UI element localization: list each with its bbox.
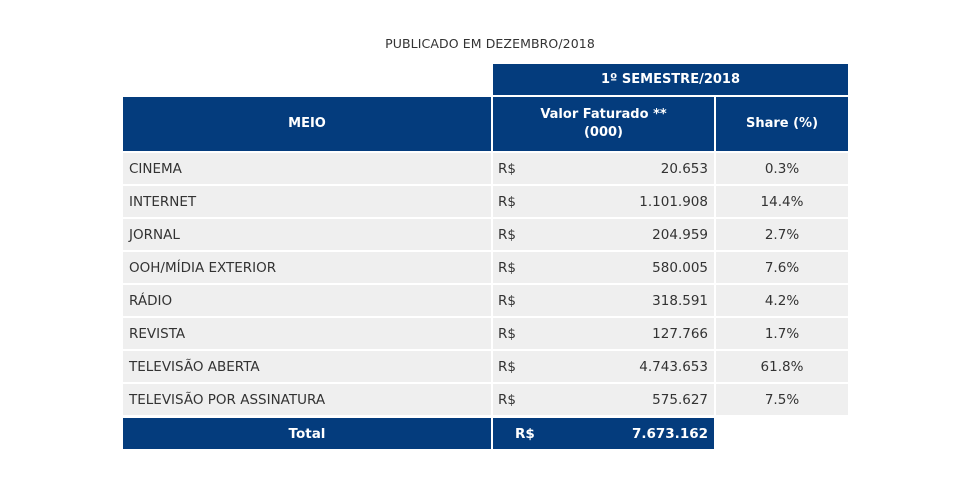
cell-valor-amount: 204.959 [652, 226, 708, 243]
cell-share: 1.7% [716, 318, 848, 349]
cell-valor-amount: 4.743.653 [639, 358, 708, 375]
table-row [123, 186, 848, 217]
cell-valor [493, 252, 714, 283]
table-body [123, 153, 848, 417]
cell-currency: R$ [498, 325, 516, 342]
cell-currency: R$ [498, 226, 516, 243]
cell-meio: TELEVISÃO ABERTA [123, 351, 491, 382]
cell-valor-amount: 575.627 [652, 391, 708, 408]
cell-meio: OOH/MÍDIA EXTERIOR [123, 252, 491, 283]
column-header-valor [493, 97, 714, 151]
cell-share: 14.4% [716, 186, 848, 217]
table-caption: PUBLICADO EM DEZEMBRO/2018 [385, 36, 595, 51]
cell-meio: INTERNET [123, 186, 491, 217]
cell-currency: R$ [498, 259, 516, 276]
cell-valor [493, 384, 714, 415]
cell-meio: REVISTA [123, 318, 491, 349]
cell-valor-amount: 1.101.908 [639, 193, 708, 210]
column-header-row [123, 97, 848, 151]
table-row [123, 384, 848, 415]
cell-valor-amount: 318.591 [652, 292, 708, 309]
cell-valor [493, 186, 714, 217]
cell-valor [493, 285, 714, 316]
cell-currency: R$ [498, 391, 516, 408]
column-header-meio: MEIO [123, 97, 491, 151]
cell-share: 61.8% [716, 351, 848, 382]
cell-valor [493, 153, 714, 184]
cell-currency: R$ [498, 292, 516, 309]
cell-meio: RÁDIO [123, 285, 491, 316]
cell-currency: R$ [498, 160, 516, 177]
column-header-valor-unit: (000) [583, 125, 624, 140]
column-header-valor-title: Valor Faturado ** [540, 107, 667, 122]
total-amount: 7.673.162 [631, 425, 708, 442]
cell-meio: JORNAL [123, 219, 491, 250]
column-header-share: Share (%) [716, 97, 848, 151]
cell-valor [493, 219, 714, 250]
table-row [123, 285, 848, 316]
cell-meio: CINEMA [123, 153, 491, 184]
cell-share: 0.3% [716, 153, 848, 184]
total-valor [493, 418, 714, 449]
table-row [123, 153, 848, 184]
table-row [123, 219, 848, 250]
cell-meio: TELEVISÃO POR ASSINATURA [123, 384, 491, 415]
total-row [123, 418, 714, 449]
cell-valor [493, 351, 714, 382]
total-currency: R$ [515, 425, 535, 442]
period-header: 1º SEMESTRE/2018 [493, 64, 848, 95]
cell-share: 7.5% [716, 384, 848, 415]
cell-share: 2.7% [716, 219, 848, 250]
cell-valor-amount: 580.005 [652, 259, 708, 276]
cell-valor-amount: 20.653 [660, 160, 708, 177]
cell-valor-amount: 127.766 [652, 325, 708, 342]
table-row [123, 318, 848, 349]
cell-currency: R$ [498, 358, 516, 375]
table-row [123, 252, 848, 283]
table-row [123, 351, 848, 382]
total-label: Total [123, 418, 491, 449]
cell-currency: R$ [498, 193, 516, 210]
cell-valor [493, 318, 714, 349]
cell-share: 4.2% [716, 285, 848, 316]
cell-share: 7.6% [716, 252, 848, 283]
